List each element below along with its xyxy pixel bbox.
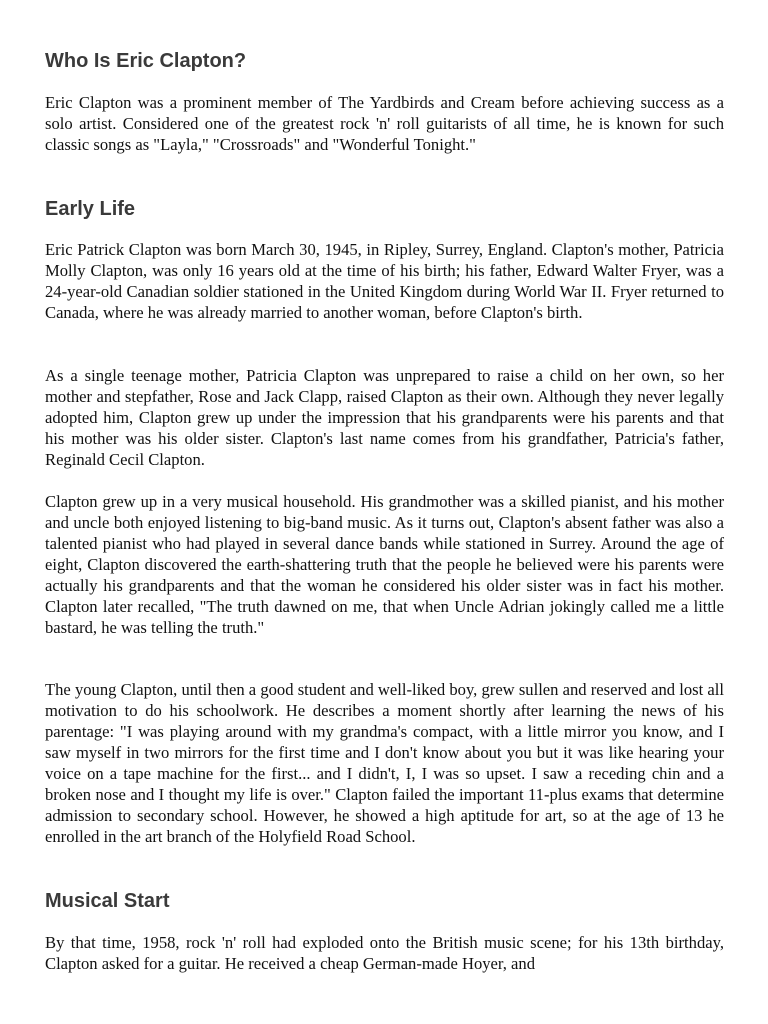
paragraph-early-life-2: As a single teenage mother, Patricia Clapton was unprepared to raise a child on her own, so her mother and stepfather, Rose and Jack Clapp, raised Clapton as their own. Although they never legally adopted him, Clapton grew up under the impression that his grandparents were his parents and that his mother was his older sister. Clapton's last name comes from his grandfather, Patricia's father, Reginald Cecil Clapton. <box>45 366 724 469</box>
paragraph-who: Eric Clapton was a prominent member of The Yardbirds and Cream before achieving success as a solo artist. Considered one of the greatest rock 'n' roll guitarists of all time, he is known for such classic songs as "Layla," "Crossroads" and "Wonderful Tonight." <box>45 93 724 154</box>
section-heading-early-life: Early Life <box>45 198 136 220</box>
section-heading-musical-start: Musical Start <box>45 890 170 912</box>
paragraph-musical-start-1: By that time, 1958, rock 'n' roll had exploded onto the British music scene; for his 13th birthday, Clapton asked for a guitar. He received a cheap German-made Hoyer, and <box>45 933 724 973</box>
section-heading-who: Who Is Eric Clapton? <box>45 50 247 72</box>
paragraph-early-life-3: Clapton grew up in a very musical household. His grandmother was a skilled pianist, and his mother and uncle both enjoyed listening to big-band music. As it turns out, Clapton's absent father was also a talented pianist who had played in several dance bands while stationed in Surrey. Around the age of eight, Clapton discovered the earth-shattering truth that the people he believed were his parents were actually his grandparents and that the woman he considered his older sister was in fact his mother. Clapton later recalled, "The truth dawned on me, that when Uncle Adrian jokingly called me a little bastard, he was telling the truth." <box>45 492 724 637</box>
paragraph-early-life-4: The young Clapton, until then a good student and well-liked boy, grew sullen and reserved and lost all motivation to do his schoolwork. He describes a moment shortly after learning the news of his parentage: "I was playing around with my grandma's compact, with a little mirror you know, and I saw myself in two mirrors for the first time and I don't know about you but it was like hearing your voice on a tape machine for the first... and I didn't, I, I was so upset. I saw a receding chin and a broken nose and I thought my life is over." Clapton failed the important 11-plus exams that determine admission to secondary school. However, he showed a high aptitude for art, so at the age of 13 he enrolled in the art branch of the Holyfield Road School. <box>45 680 724 846</box>
paragraph-early-life-1: Eric Patrick Clapton was born March 30, 1945, in Ripley, Surrey, England. Clapton's mother, Patricia Molly Clapton, was only 16 years old at the time of his birth; his father, Edward Walter Fryer, was a 24-year-old Canadian soldier stationed in the United Kingdom during World War II. Fryer returned to Canada, where he was already married to another woman, before Clapton's birth. <box>45 240 724 322</box>
